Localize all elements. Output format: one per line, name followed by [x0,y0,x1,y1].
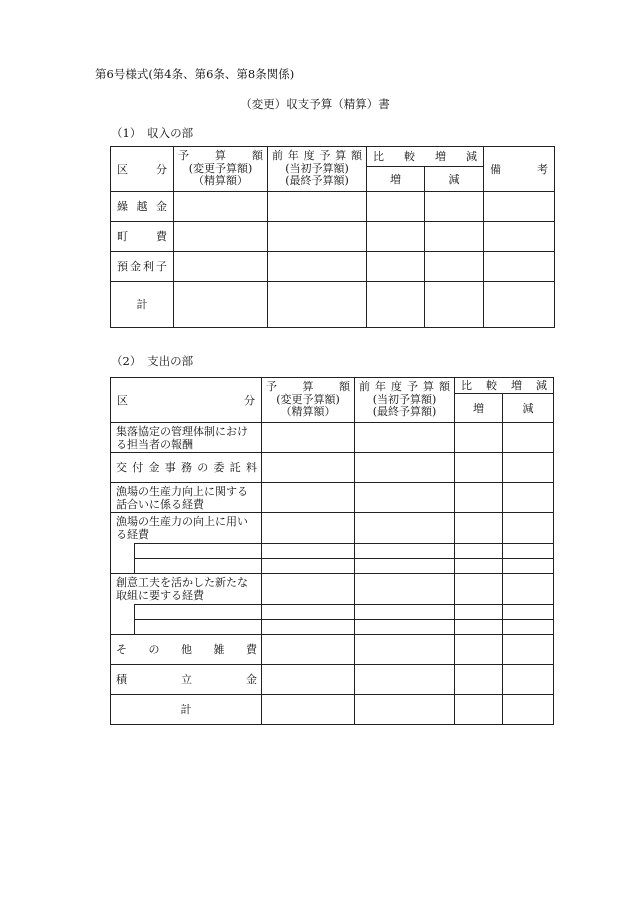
expense-cell [455,605,503,620]
expense-row-reserve [111,665,554,695]
income-header-prev [268,147,367,192]
expense-cell [262,695,355,725]
expense-table [110,377,554,725]
expense-subrow [111,605,554,620]
expense-subrow-indent [111,620,135,635]
income-header-budget [174,147,268,192]
expense-cell [503,423,554,453]
expense-cell [455,483,503,513]
income-header-prev-line2: (当初予算額) [285,161,349,175]
expense-cell [355,665,455,695]
income-row-interest [111,252,555,282]
income-cell [367,282,425,328]
income-header-budget-line2: (変更予算額) [188,161,253,175]
income-section-title: （1） 収入の部 [111,126,194,140]
income-row-total [111,282,555,328]
expense-cell [503,544,554,559]
expense-row-innovation-cost [111,574,554,605]
expense-cell [455,635,503,665]
expense-row-productivity-cost [111,513,554,544]
expense-subrow-indent [111,544,135,559]
income-cell [484,282,555,328]
expense-cell [355,605,455,620]
expense-subrow-label [135,559,262,574]
expense-cell [355,513,455,544]
income-header-budget-line1: 予 算 額 [178,149,263,163]
income-cell [367,222,425,252]
expense-subrow-label [135,605,262,620]
expense-cell [455,544,503,559]
income-cell [484,252,555,282]
income-row-label: 町費 [111,222,174,252]
expense-row-label: 漁場の生産力向上に関する話合いに係る経費 [111,483,262,513]
document-title: （変更）収支予算（精算）書 [240,97,390,111]
expense-cell [355,635,455,665]
income-cell [367,252,425,282]
expense-row-manager-fee [111,423,554,453]
expense-row-total [111,695,554,725]
expense-cell [355,544,455,559]
expense-cell [262,605,355,620]
income-cell [174,252,268,282]
expense-cell [503,513,554,544]
income-cell [484,192,555,222]
expense-cell [455,513,503,544]
income-cell [268,282,367,328]
income-header-prev-line3: (最終予算額) [285,174,349,188]
income-header-remarks: 備 考 [484,147,555,192]
income-header-category: 区 分 [111,147,174,192]
income-cell [174,222,268,252]
expense-header-prev [355,378,455,423]
expense-row-label: 積立金 [111,665,262,695]
expense-header-budget-line1: 予 算 額 [266,380,350,394]
income-row-town-funds [111,222,555,252]
income-table [110,146,555,328]
expense-subrow [111,559,554,574]
income-header-prev-line1: 前年度予算額 [272,149,362,163]
expense-cell [355,620,455,635]
income-header-increase: 増 [367,167,425,192]
expense-subrow-indent [111,605,135,620]
expense-cell [262,423,355,453]
income-header-budget-line3: （精算額） [193,174,248,188]
expense-row-label: その他雑費 [111,635,262,665]
income-cell [425,192,484,222]
expense-cell [355,453,455,483]
expense-cell [355,559,455,574]
income-row-label: 繰越金 [111,192,174,222]
expense-row-discussion-cost [111,483,554,513]
expense-header-prev-line3: (最終予算額) [372,405,437,419]
expense-cell [503,453,554,483]
expense-header-budget-line2: (変更予算額) [276,392,340,406]
expense-row-misc [111,635,554,665]
income-row-carryover [111,192,555,222]
expense-cell [503,605,554,620]
expense-cell [355,574,455,605]
expense-cell [455,423,503,453]
expense-header-prev-line2: (当初予算額) [372,392,437,406]
expense-header-category: 区 分 [111,378,262,423]
expense-subrow-label [135,620,262,635]
expense-cell [503,695,554,725]
expense-cell [262,574,355,605]
expense-cell [455,453,503,483]
expense-subrow [111,620,554,635]
expense-row-label: 交付金事務の委託料 [111,453,262,483]
expense-subrow-label [135,544,262,559]
income-row-label: 計 [111,282,174,328]
income-cell [268,222,367,252]
expense-cell [455,695,503,725]
expense-cell [503,574,554,605]
expense-header-decrease: 減 [503,394,554,423]
expense-cell [503,665,554,695]
form-number: 第6号様式(第4条、第6条、第8条関係) [95,67,295,81]
expense-header-prev-line1: 前年度予算額 [359,380,450,394]
income-header-decrease: 減 [425,167,484,192]
expense-subrow-indent [111,559,135,574]
expense-cell [503,635,554,665]
income-row-label: 預金利子 [111,252,174,282]
expense-cell [355,483,455,513]
expense-row-label: 集落協定の管理体制における担当者の報酬 [111,423,262,453]
expense-cell [262,559,355,574]
expense-header-compare: 比較増減 [455,378,554,394]
expense-cell [455,620,503,635]
expense-cell [262,635,355,665]
expense-header-increase: 増 [455,394,503,423]
expense-cell [262,453,355,483]
expense-cell [355,695,455,725]
expense-row-label: 漁場の生産力の向上に用いる経費 [111,513,262,544]
expense-cell [503,620,554,635]
income-cell [174,192,268,222]
expense-subrow [111,544,554,559]
expense-row-label: 計 [111,695,262,725]
income-cell [367,192,425,222]
income-cell [425,282,484,328]
expense-cell [262,513,355,544]
expense-cell [262,544,355,559]
income-cell [425,222,484,252]
income-cell [268,192,367,222]
expense-cell [355,423,455,453]
income-cell [268,252,367,282]
expense-cell [503,559,554,574]
income-cell [484,222,555,252]
expense-cell [262,665,355,695]
expense-header-budget-line3: （精算額） [280,405,336,419]
expense-cell [455,574,503,605]
income-cell [174,282,268,328]
expense-row-label: 創意工夫を活かした新たな取組に要する経費 [111,574,262,605]
expense-cell [262,483,355,513]
expense-cell [455,665,503,695]
expense-cell [262,620,355,635]
expense-section-title: （2） 支出の部 [111,354,194,368]
income-header-compare: 比較増減 [367,147,484,167]
expense-cell [455,559,503,574]
expense-cell [503,483,554,513]
expense-row-admin-fee [111,453,554,483]
expense-header-budget [262,378,355,423]
income-cell [425,252,484,282]
